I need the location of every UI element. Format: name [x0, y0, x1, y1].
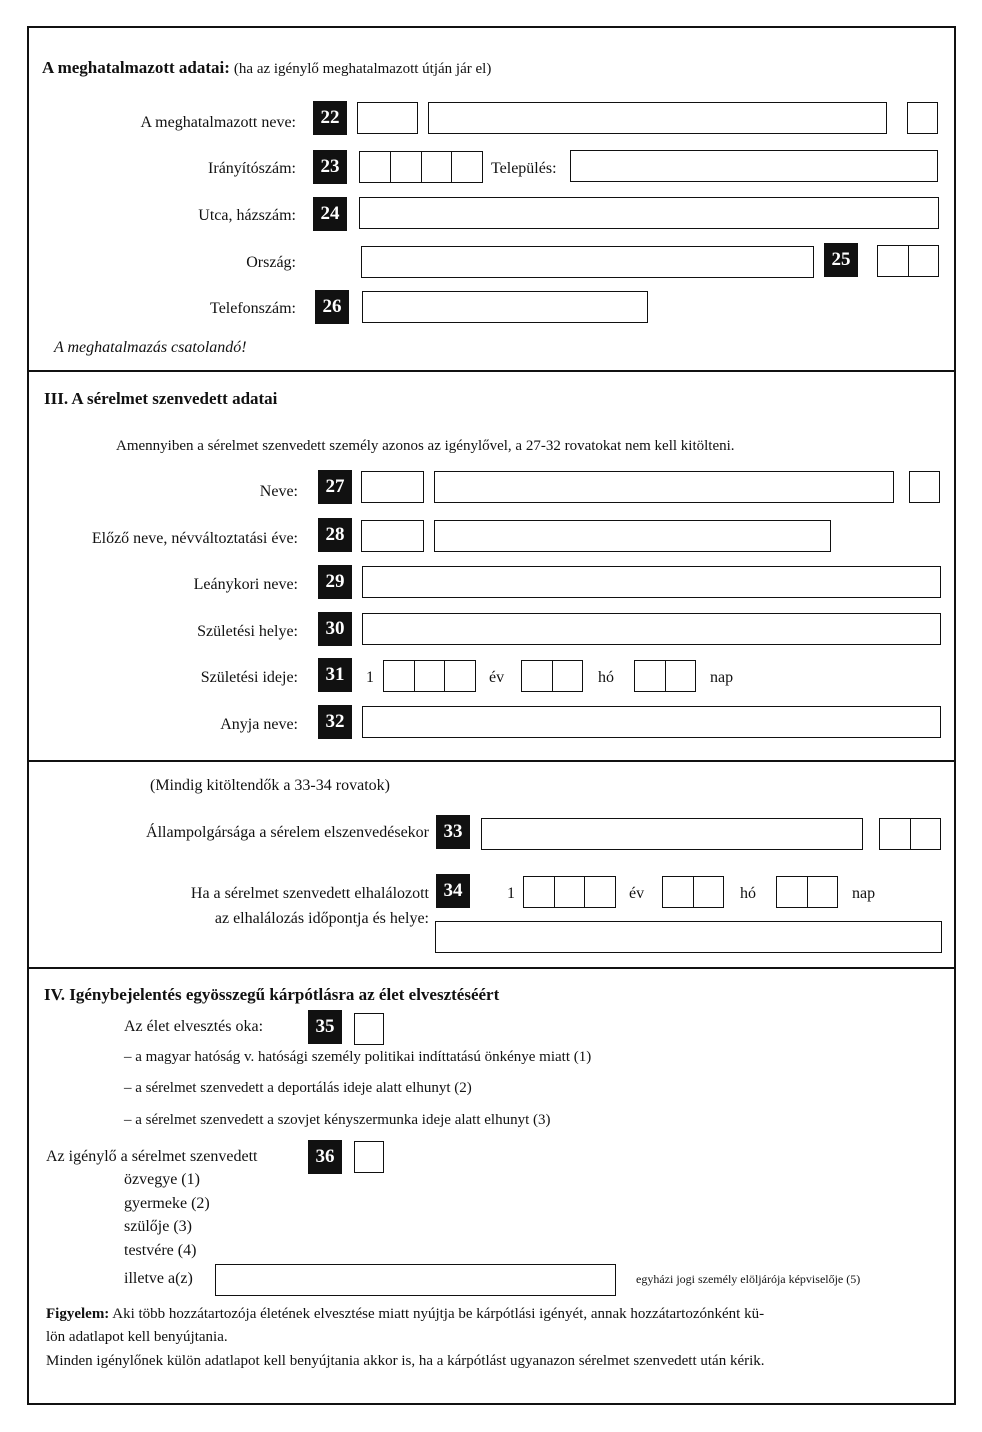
maiden-name-input[interactable] [362, 566, 941, 598]
settlement-input[interactable] [570, 150, 938, 182]
field-34-number: 34 [436, 874, 470, 908]
year-label: év [629, 885, 645, 902]
death-year-prefix: 1 [507, 885, 515, 902]
section-divider [27, 370, 956, 372]
year-label: év [489, 669, 505, 686]
field-36-number: 36 [308, 1140, 342, 1174]
mandatory-note: (Mindig kitöltendők a 33-34 rovatok) [150, 777, 390, 794]
section-divider [27, 760, 956, 762]
cause-option-3: – a sérelmet szenvedett a szovjet kényszermunka ideje alatt elhunyt (3) [124, 1112, 551, 1128]
relation-option-4: testvére (4) [124, 1242, 197, 1259]
section-heading-injured: III. A sérelmet szenvedett adatai [44, 389, 278, 408]
field-31-number: 31 [318, 658, 352, 692]
section-heading-claim: IV. Igénybejelentés egyösszegű kárpótlásra az élet elvesztéséért [44, 985, 500, 1004]
field-24-label: Utca, házszám: [198, 207, 296, 224]
field-32-number: 32 [318, 705, 352, 739]
relation-option-3: szülője (3) [124, 1218, 192, 1235]
birthplace-input[interactable] [362, 613, 941, 645]
death-month-cells[interactable] [662, 876, 724, 908]
relation-option-2: gyermeke (2) [124, 1195, 210, 1212]
field-25-number: 25 [824, 243, 858, 277]
relation-option-5-note: egyházi jogi személy elöljárója képviselője (5) [636, 1272, 861, 1286]
phone-input[interactable] [362, 291, 648, 323]
section-heading-authorized: A meghatalmazott adatai: (ha az igénylő meghatalmazott útján jár el) [42, 58, 492, 77]
field-33-number: 33 [436, 815, 470, 849]
field-36-label: Az igénylő a sérelmet szenvedett [46, 1148, 258, 1165]
relation-option-5: illetve a(z) [124, 1270, 193, 1287]
birth-year-prefix: 1 [366, 669, 374, 686]
field-23-label: Irányítószám: [208, 160, 296, 177]
warning-line-3: Minden igénylőnek külön adatlapot kell benyújtania akkor is, ha a kárpótlást ugyanazon sérelmet szenvedett után kérik. [46, 1353, 765, 1369]
death-place-input[interactable] [435, 921, 942, 953]
birth-year-cells[interactable] [383, 660, 476, 692]
field-26-number: 26 [315, 290, 349, 324]
field-35-label: Az élet elvesztés oka: [124, 1018, 264, 1035]
country-code-cells[interactable] [877, 245, 939, 277]
field-22-code-box[interactable] [907, 102, 938, 134]
section-instruction: Amennyiben a sérelmet szenvedett személy azonos az igénylővel, a 27-32 rovatokat nem kell kitölteni. [116, 438, 735, 454]
field-26-label: Telefonszám: [210, 300, 296, 317]
birth-day-cells[interactable] [634, 660, 696, 692]
country-input[interactable] [361, 246, 814, 278]
field-22-number: 22 [313, 101, 347, 135]
field-28-year-box[interactable] [361, 520, 424, 552]
field-30-number: 30 [318, 612, 352, 646]
warning-line-2: lön adatlapot kell benyújtania. [46, 1329, 228, 1345]
field-27-name-input[interactable] [434, 471, 894, 503]
field-29-label: Leánykori neve: [193, 576, 298, 593]
field-22-name-input[interactable] [428, 102, 887, 134]
field-24-number: 24 [313, 197, 347, 231]
section-divider [27, 967, 956, 969]
field-27-code-box[interactable] [909, 471, 940, 503]
field-28-number: 28 [318, 518, 352, 552]
field-30-label: Születési helye: [197, 623, 298, 640]
field-35-code-box[interactable] [354, 1013, 384, 1045]
month-label: hó [598, 669, 614, 686]
field-22-label: A meghatalmazott neve: [140, 114, 296, 131]
street-input[interactable] [359, 197, 939, 229]
attachment-note: A meghatalmazás csatolandó! [54, 339, 247, 356]
cause-option-1: – a magyar hatóság v. hatósági személy politikai indíttatású önkénye miatt (1) [124, 1049, 592, 1065]
death-year-cells[interactable] [523, 876, 616, 908]
field-25-label: Ország: [246, 254, 296, 271]
cause-option-2: – a sérelmet szenvedett a deportálás ideje alatt elhunyt (2) [124, 1080, 472, 1096]
birth-month-cells[interactable] [521, 660, 583, 692]
field-23-number: 23 [313, 150, 347, 184]
field-22-title-box[interactable] [357, 102, 418, 134]
field-27-label: Neve: [259, 483, 298, 500]
field-34-label-line2: az elhalálozás időpontja és helye: [214, 910, 429, 927]
citizenship-code-cells[interactable] [879, 818, 941, 850]
citizenship-input[interactable] [481, 818, 863, 850]
church-entity-input[interactable] [215, 1264, 616, 1296]
field-27-number: 27 [318, 470, 352, 504]
field-28-name-input[interactable] [434, 520, 831, 552]
day-label: nap [710, 669, 734, 686]
day-label: nap [852, 885, 876, 902]
mother-name-input[interactable] [362, 706, 941, 738]
relation-option-1: özvegye (1) [124, 1171, 200, 1188]
field-35-number: 35 [308, 1010, 342, 1044]
field-36-code-box[interactable] [354, 1141, 384, 1173]
month-label: hó [740, 885, 756, 902]
field-32-label: Anyja neve: [220, 716, 298, 733]
settlement-label: Település: [491, 160, 557, 177]
field-28-label: Előző neve, névváltoztatási éve: [91, 530, 298, 547]
warning-line-1: Figyelem: Aki több hozzátartozója életének elvesztése miatt nyújtja be kárpótlási igényét, annak hozzátartozónként kü- [46, 1306, 765, 1322]
field-31-label: Születési ideje: [200, 669, 298, 686]
field-27-title-box[interactable] [361, 471, 424, 503]
field-29-number: 29 [318, 565, 352, 599]
field-34-label-line1: Ha a sérelmet szenvedett elhalálozott [190, 885, 429, 902]
death-day-cells[interactable] [776, 876, 838, 908]
postcode-cells[interactable] [359, 151, 483, 183]
field-33-label: Állampolgársága a sérelem elszenvedésekor [146, 824, 429, 841]
